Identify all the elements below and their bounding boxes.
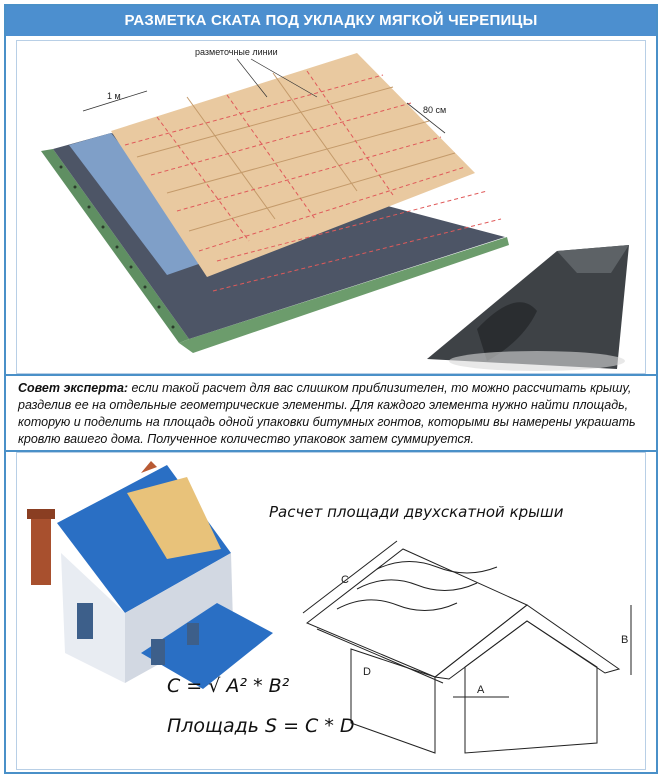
label-b: B (621, 634, 629, 646)
header-title: РАЗМЕТКА СКАТА ПОД УКЛАДКУ МЯГКОЙ ЧЕРЕПИЦЫ (124, 12, 538, 29)
expert-tip-label: Совет эксперта: (18, 381, 129, 395)
formula-c: C = √ A² * B² (167, 675, 290, 697)
header-bar (6, 6, 656, 36)
expert-tip-panel (6, 376, 656, 452)
calc-title: Расчет площади двухскатной крыши (269, 503, 564, 521)
label-d: D (363, 666, 371, 678)
label-1m: 1 м (107, 91, 121, 101)
label-80cm: 80 см (423, 105, 447, 115)
label-marking-lines: разметочные линии (195, 47, 278, 57)
expert-tip-text (18, 380, 646, 448)
area-calc-panel (16, 452, 646, 770)
expert-tip-body: если такой расчет для вас слишком приблизителен, то можно рассчитать крышу, разделив ее на отдельные геометрические элементы. Для каждого элемента нужно найти площадь, которую и поделить на площадь одной упаковки битумных гонтов, которыми вы намерены украшать кровлю вашего дома. Полученное количество упаковок затем суммируется. (18, 381, 636, 446)
house-illustration (27, 461, 273, 689)
label-a: A (477, 684, 485, 696)
label-c: C (341, 574, 349, 586)
roof-marking-panel (16, 40, 646, 374)
infographic-frame (4, 4, 658, 774)
formula-area: Площадь S = C * D (167, 715, 355, 737)
roof-marking-illustration (17, 41, 645, 373)
